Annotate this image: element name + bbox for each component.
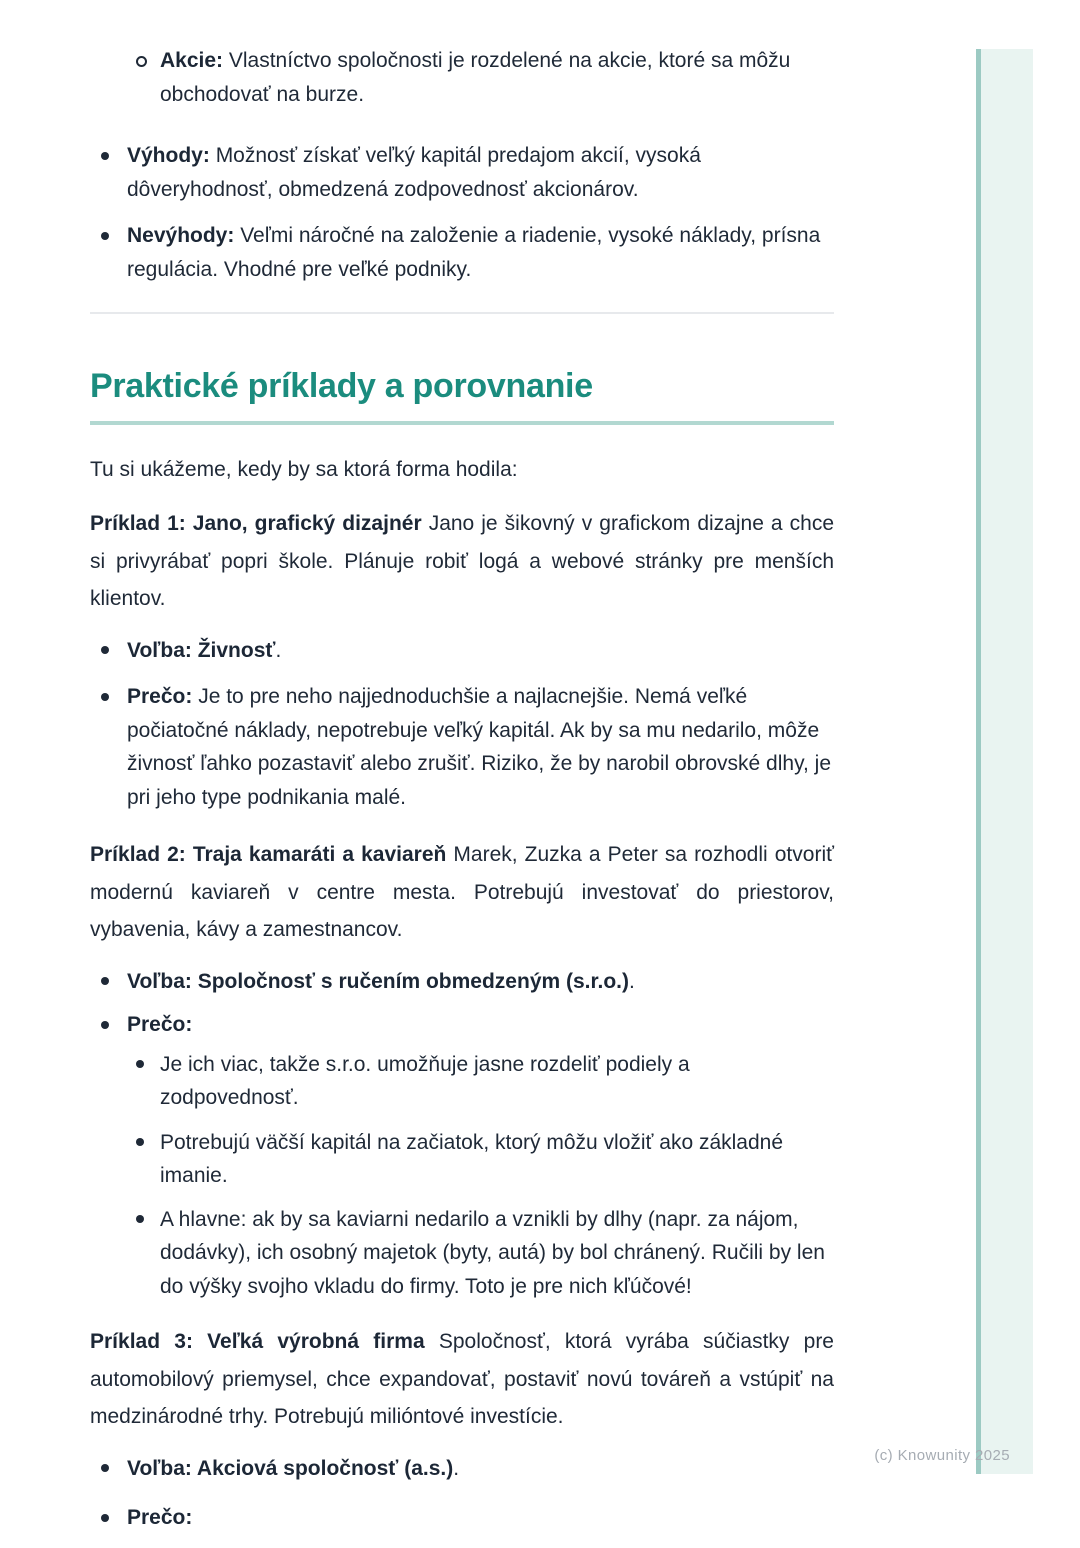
section-title: Praktické príklady a porovnanie [90,364,834,425]
choice-tail: . [453,1456,460,1480]
disc-bullet-icon [101,1021,109,1029]
list-item-nevyhody [90,219,834,286]
why-label: Prečo: [127,1506,193,1529]
why-label: Prečo: [127,685,193,708]
list-item-label: Akcie: [160,49,224,72]
disc-bullet-icon [101,646,109,654]
document-page [90,44,834,1548]
reason-item [90,1203,834,1304]
side-accent-bar [976,49,1033,1474]
example-2-body: Marek, Zuzka a Peter sa rozhodli otvoriť modernú kaviareň v centre mesta. Potrebujú investovať do priestorov, vybavenia, kávy a zamestnancov. [90,843,834,941]
list-item-label: Nevýhody: [127,224,235,247]
reason-text: A hlavne: ak by sa kaviarni nedarilo a vznikli by dlhy (napr. za nájom, dodávky), ich osobný majetok (byty, autá) by bol chránený. Ručili by len do výšky svojho vkladu do firmy. Toto je pre nich kľúčové! [160,1207,825,1298]
section-divider [90,312,834,314]
circle-bullet-icon [136,56,147,67]
example-3-choice [90,1452,834,1486]
choice-label: Voľba: Živnosť [127,638,276,662]
example-3-paragraph [90,1323,834,1436]
example-1-paragraph [90,505,834,618]
example-2-why [90,1008,834,1042]
disc-bullet-icon [101,1514,109,1522]
disc-bullet-icon [101,232,109,240]
disc-bullet-icon [136,1215,144,1223]
watermark-text: (c) Knowunity 2025 [874,1447,1010,1464]
choice-label: Voľba: Akciová spoločnosť (a.s.) [127,1456,454,1480]
list-item-vyhody [90,139,834,206]
example-3-why [90,1501,834,1535]
disc-bullet-icon [136,1138,144,1146]
disc-bullet-icon [101,152,109,160]
example-3-heading: Príklad 3: Veľká výrobná firma [90,1330,425,1353]
disc-bullet-icon [101,977,109,985]
disc-bullet-icon [136,1060,144,1068]
list-item-text: Veľmi náročné na založenie a riadenie, vysoké náklady, prísna regulácia. Vhodné pre veľké podniky. [127,224,821,281]
reason-item [90,1126,834,1193]
list-item-text: Možnosť získať veľký kapitál predajom akcií, vysoká dôveryhodnosť, obmedzená zodpovednosť akcionárov. [127,144,701,201]
choice-label: Voľba: Spoločnosť s ručením obmedzeným (s.r.o.) [127,969,630,993]
disc-bullet-icon [101,693,109,701]
example-1-body: Jano je šikovný v grafickom dizajne a chce si privyrábať popri škole. Plánuje robiť logá a webové stránky pre menších klientov. [90,512,835,610]
why-label: Prečo: [127,1013,193,1036]
example-2-heading: Príklad 2: Traja kamaráti a kaviareň [90,843,447,866]
disc-bullet-icon [101,1464,109,1472]
list-item-text: Vlastníctvo spoločnosti je rozdelené na akcie, ktoré sa môžu obchodovať na burze. [160,49,791,106]
list-item-akcie [90,44,834,111]
example-2-choice [90,965,834,999]
reason-text: Je ich viac, takže s.r.o. umožňuje jasne rozdeliť podiely a zodpovednosť. [160,1052,690,1109]
example-1-heading: Príklad 1: Jano, grafický dizajnér [90,512,422,535]
reason-text: Potrebujú väčší kapitál na začiatok, ktorý môžu vložiť ako základné imanie. [160,1130,784,1187]
choice-tail: . [629,969,635,993]
why-text: Je to pre neho najjednoduchšie a najlacnejšie. Nemá veľké počiatočné náklady, nepotrebuje veľký kapitál. Ak by sa mu nedarilo, môže živnosť ľahko pozastaviť alebo zrušiť. Riziko, že by narobil obrovské dlhy, je pri jeho type podnikania malé. [127,685,832,809]
list-item-label: Výhody: [127,144,210,167]
example-1-choice [90,634,834,668]
example-3-body: Spoločnosť, ktorá vyrába súčiastky pre automobilový priemysel, chce expandovať, postaviť novú továreň a vstúpiť na medzinárodné trhy. Potrebujú milióntové investície. [90,1330,834,1428]
example-1-why [90,680,834,814]
choice-tail: . [275,638,282,662]
example-2-reasons-list [90,1048,834,1304]
reason-item [90,1048,834,1115]
example-2-paragraph [90,836,834,949]
section-intro: Tu si ukážeme, kedy by sa ktorá forma hodila: [90,458,518,481]
